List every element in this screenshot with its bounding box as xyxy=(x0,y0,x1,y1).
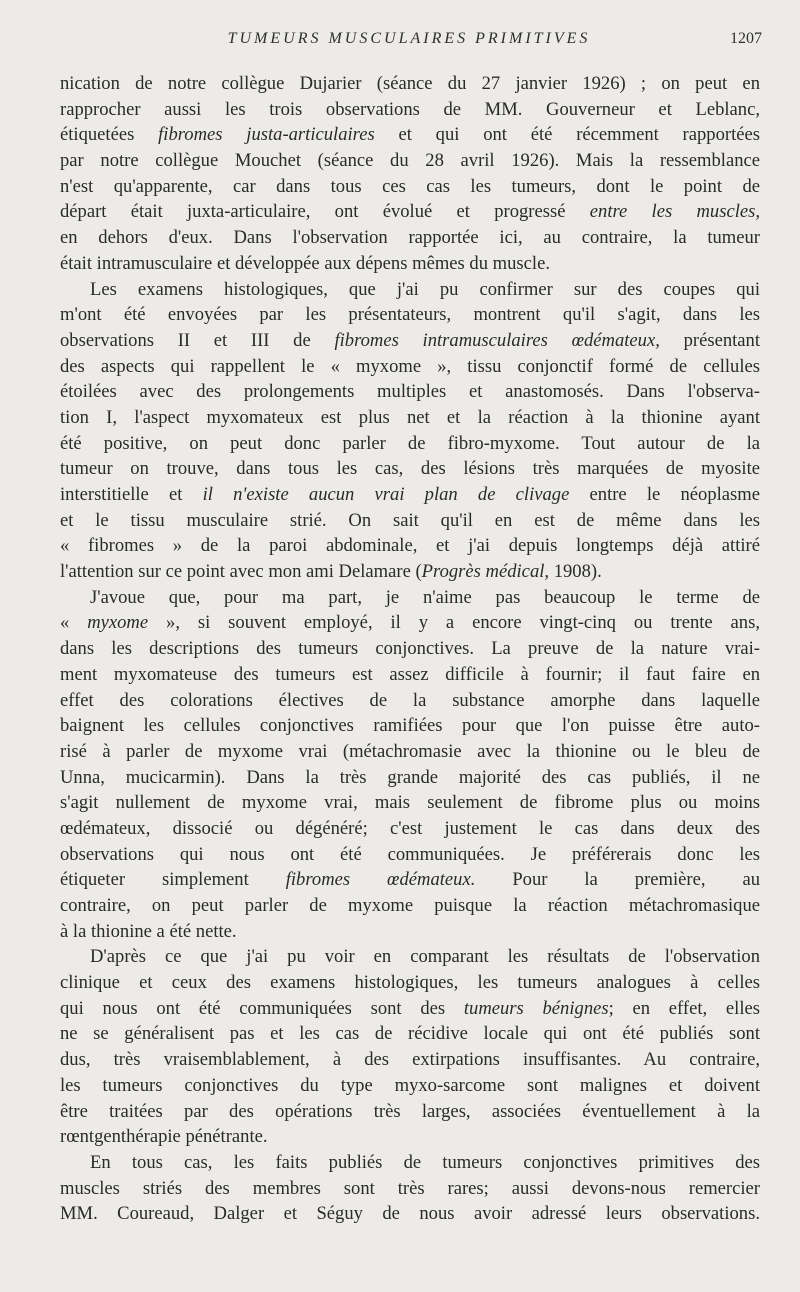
text-line xyxy=(60,199,760,225)
text-run: dans les descriptions des tumeurs conjonctives. La preuve de la nature vrai- xyxy=(60,638,760,660)
text-line xyxy=(60,919,760,945)
text-line xyxy=(60,1176,760,1202)
text-line xyxy=(60,816,760,842)
text-line xyxy=(60,996,760,1022)
text-line xyxy=(60,662,760,688)
text-run: œdémateux, dissocié ou dégénéré; c'est justement le cas dans deux des xyxy=(60,817,760,839)
text-line xyxy=(60,122,760,148)
text-run: par notre collègue Mouchet (séance du 28 avril 1926). Mais la ressemblance xyxy=(60,150,760,172)
text-line xyxy=(60,251,760,277)
text-line xyxy=(60,610,760,636)
text-run: les tumeurs conjonctives du type myxo-sarcome sont malignes et doivent xyxy=(60,1074,760,1096)
text-run: et le tissu musculaire strié. On sait qu'il en est de même dans les xyxy=(60,509,760,531)
text-line xyxy=(60,739,760,765)
text-run: contraire, on peut parler de myxome puisque la réaction métachromasique xyxy=(60,895,760,916)
text-line xyxy=(60,431,760,457)
text-line xyxy=(60,1099,760,1125)
text-run: des aspects qui rappellent le « myxome », tissu conjonctif formé de cellules xyxy=(60,355,760,377)
running-title: TUMEURS MUSCULAIRES PRIMITIVES xyxy=(227,30,591,47)
text-run: tumeur on trouve, dans tous les cas, des lésions très marquées de myosite xyxy=(60,458,760,480)
text-run: à la thionine a été nette. xyxy=(60,920,237,942)
text-run: observations II et III de xyxy=(60,329,335,351)
text-line xyxy=(60,1124,760,1150)
text-run: présentant xyxy=(659,329,761,351)
text-line xyxy=(60,790,760,816)
text-line xyxy=(60,71,760,97)
text-run: rœntgenthérapie pénétrante. xyxy=(60,1126,268,1148)
text-run: rapprocher aussi les trois observations de MM. Gouverneur et Leblanc, xyxy=(60,98,760,120)
text-run: En tous cas, les faits publiés de tumeurs conjonctives primitives des xyxy=(90,1151,760,1173)
text-run: 1908). xyxy=(549,561,602,583)
text-run: n'est qu'apparente, car dans tous ces cas les tumeurs, dont le point de xyxy=(60,175,760,197)
text-run: s'agit nullement de myxome vrai, mais seulement de fibrome plus ou moins xyxy=(60,792,760,814)
text-run: », si souvent employé, il y a encore vingt-cinq ou trente ans, xyxy=(148,612,760,634)
text-run: D'après ce que j'ai pu voir en comparant les résultats de l'observation xyxy=(90,946,760,968)
text-line xyxy=(60,328,760,354)
text-line xyxy=(60,1150,760,1176)
text-run: étiquetées xyxy=(60,124,159,146)
text-line xyxy=(60,174,760,200)
text-line xyxy=(60,405,760,431)
text-run: qui nous ont été communiquées sont des xyxy=(60,997,464,1019)
text-run: J'avoue que, pour ma part, je n'aime pas beaucoup le terme de xyxy=(90,586,760,608)
text-line xyxy=(60,585,760,611)
text-run: été positive, on peut donc parler de fibro-myxome. Tout autour de la xyxy=(60,432,760,454)
text-line xyxy=(60,1073,760,1099)
page-number: 1207 xyxy=(730,30,762,47)
text-run: risé à parler de myxome vrai (métachromasie avec la thionine ou le bleu de xyxy=(60,740,760,762)
text-run: et qui ont été récemment rapportées xyxy=(374,124,760,146)
body-text xyxy=(60,71,760,1227)
text-line xyxy=(60,867,760,893)
text-line xyxy=(60,379,760,405)
text-run: nication de notre collègue Dujarier (séance du 27 janvier 1926) ; on peut en xyxy=(60,73,760,94)
italic-text: il n'existe aucun vrai plan de clivage xyxy=(202,484,570,505)
text-run: Les examens histologiques, que j'ai pu confirmer sur des coupes qui xyxy=(90,278,760,300)
text-run: baignent les cellules conjonctives ramifiées pour que l'on puisse être auto- xyxy=(60,715,760,737)
italic-text: fibromes intramusculaires œdémateux, xyxy=(334,329,660,351)
text-run: l'attention sur ce point avec mon ami Delamare ( xyxy=(60,561,422,583)
text-line xyxy=(60,456,760,482)
italic-text: fibromes justa-articulaires xyxy=(158,124,375,146)
text-run: Unna, mucicarmin). Dans la très grande majorité des cas publiés, il ne xyxy=(60,766,760,788)
text-run: était intramusculaire et développée aux dépens mêmes du muscle. xyxy=(60,252,550,274)
text-line xyxy=(60,970,760,996)
text-line xyxy=(60,97,760,123)
text-line xyxy=(60,1021,760,1047)
text-run: MM. Coureaud, Dalger et Séguy de nous avoir adressé leurs observations. xyxy=(60,1203,760,1225)
text-run: m'ont été envoyées par les présentateurs, montrent qu'il s'agit, dans les xyxy=(60,304,760,326)
text-line xyxy=(60,1201,760,1227)
running-head xyxy=(56,30,762,54)
text-run: départ était juxta-articulaire, ont évolué et progressé xyxy=(60,201,590,223)
text-run: en dehors d'eux. Dans l'observation rapportée ici, au contraire, la tumeur xyxy=(60,227,760,249)
text-line xyxy=(60,302,760,328)
text-line xyxy=(60,944,760,970)
text-line xyxy=(60,765,760,791)
text-run: « fibromes » de la paroi abdominale, et j'ai depuis longtemps déjà attiré xyxy=(60,535,760,557)
text-run: interstitielle et xyxy=(60,484,203,505)
text-run: entre le néoplasme xyxy=(569,484,760,505)
text-run: étoilées avec des prolongements multiples et anastomosés. Dans l'observa- xyxy=(60,381,760,403)
text-line xyxy=(60,533,760,559)
italic-text: tumeurs bénignes xyxy=(463,997,609,1019)
text-line xyxy=(60,482,760,508)
text-run: ne se généralisent pas et les cas de récidive locale qui ont été publiés sont xyxy=(60,1023,760,1045)
italic-text: entre les muscles, xyxy=(589,201,761,223)
text-run: étiqueter simplement xyxy=(60,869,286,891)
text-line xyxy=(60,148,760,174)
text-run: clinique et ceux des examens histologiques, les tumeurs analogues à celles xyxy=(60,972,760,994)
text-line xyxy=(60,688,760,714)
text-line xyxy=(60,893,760,919)
text-run: être traitées par des opérations très larges, associées éventuellement à la xyxy=(60,1100,760,1122)
italic-text: fibromes œdémateux. xyxy=(285,869,476,891)
text-run: ; en effet, elles xyxy=(608,997,760,1019)
text-line xyxy=(60,636,760,662)
text-run: muscles striés des membres sont très rares; aussi devons-nous remercier xyxy=(60,1177,760,1199)
italic-text: myxome xyxy=(87,612,149,634)
text-line xyxy=(60,277,760,303)
text-run: tion I, l'aspect myxomateux est plus net et la réaction à la thionine ayant xyxy=(60,406,760,428)
text-line xyxy=(60,842,760,868)
text-line xyxy=(60,713,760,739)
text-run: Pour la première, au xyxy=(475,869,760,891)
text-line xyxy=(60,508,760,534)
text-run: ment myxomateuse des tumeurs est assez difficile à fournir; il faut faire en xyxy=(60,663,760,685)
text-line xyxy=(60,225,760,251)
text-run: « xyxy=(60,612,88,634)
text-run: effet des colorations électives de la substance amorphe dans laquelle xyxy=(60,689,760,711)
text-line xyxy=(60,559,760,585)
text-line xyxy=(60,1047,760,1073)
text-run: dus, très vraisemblablement, à des extirpations insuffisantes. Au contraire, xyxy=(60,1049,760,1071)
italic-text: Progrès médical, xyxy=(421,561,550,583)
text-run: observations qui nous ont été communiquées. Je préférerais donc les xyxy=(60,843,760,865)
text-line xyxy=(60,354,760,380)
